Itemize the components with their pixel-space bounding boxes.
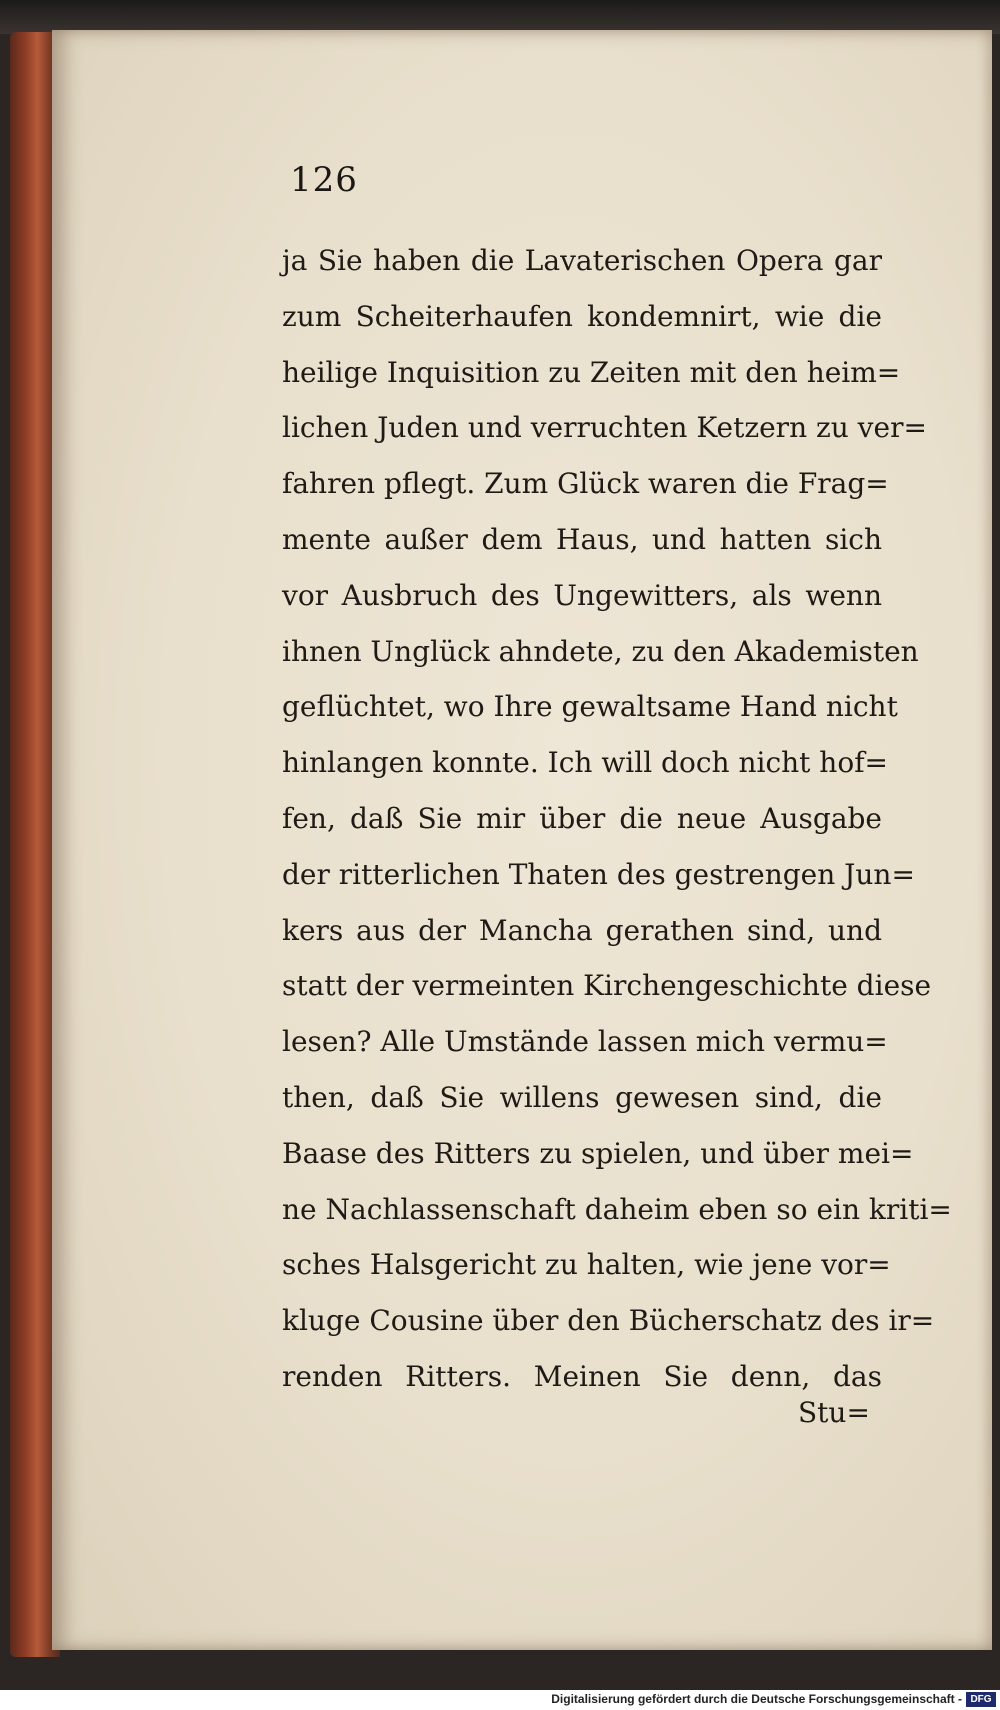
text-line: zum Scheiterhaufen kondemnirt, wie die [282, 299, 882, 333]
page-number: 126 [290, 160, 358, 200]
text-line: ja Sie haben die Lavaterischen Opera gar [282, 244, 882, 277]
text-line: ne Nachlassenschaft daheim eben so ein kriti= [282, 1192, 952, 1226]
text-line: geflüchtet, wo Ihre gewaltsame Hand nicht [282, 690, 898, 724]
text-line: hinlangen konnte. Ich will doch nicht hof= [282, 746, 889, 780]
dfg-logo: DFG [966, 1692, 996, 1707]
scan-background [0, 0, 1000, 34]
text-line: fen, daß Sie mir über die neue Ausgabe [282, 801, 882, 835]
text-line: kluge Cousine über den Bücherschatz des ir= [282, 1304, 935, 1338]
text-line: lesen? Alle Umstände lassen mich vermu= [282, 1025, 888, 1059]
text-line: heilige Inquisition zu Zeiten mit den heim= [282, 355, 901, 389]
text-line: renden Ritters. Meinen Sie denn, das [282, 1359, 882, 1393]
body-text [282, 233, 952, 1405]
catchword: Stu= [798, 1396, 870, 1429]
text-line: fahren pflegt. Zum Glück waren die Frag= [282, 467, 889, 501]
text-line: mente außer dem Haus, und hatten sich [282, 522, 882, 556]
text-line: der ritterlichen Thaten des gestrengen Jun= [282, 857, 915, 891]
text-line: Baase des Ritters zu spielen, und über mei= [282, 1136, 914, 1170]
text-line: lichen Juden und verruchten Ketzern zu ver= [282, 411, 927, 445]
text-line: ihnen Unglück ahndete, zu den Akademisten [282, 634, 919, 668]
text-line: kers aus der Mancha gerathen sind, und [282, 913, 882, 947]
text-line: statt der vermeinten Kirchengeschichte diese [282, 969, 932, 1003]
digitization-credit: Digitalisierung gefördert durch die Deutsche Forschungsgemeinschaft - [551, 1692, 962, 1706]
text-line: sches Halsgericht zu halten, wie jene vor= [282, 1248, 891, 1282]
text-line: then, daß Sie willens gewesen sind, die [282, 1080, 882, 1114]
text-line: vor Ausbruch des Ungewitters, als wenn [282, 578, 882, 612]
